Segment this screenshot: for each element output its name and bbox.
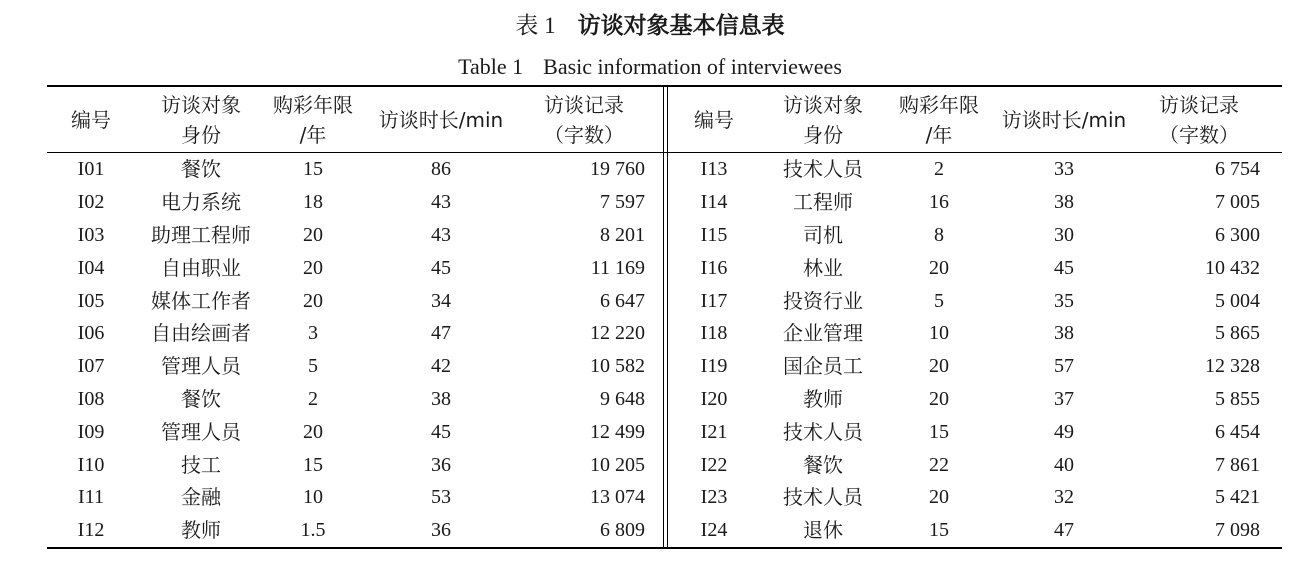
table-row: [670, 350, 1282, 383]
cell-words: 6 754: [1215, 158, 1260, 181]
cell-years: 20: [929, 355, 949, 378]
cell-duration: 45: [1054, 256, 1074, 279]
cell-role: 管理人员: [161, 354, 241, 379]
header-row: [47, 87, 663, 152]
cell-words: 7 005: [1215, 191, 1260, 214]
header-years: 购彩年限 /年: [273, 92, 353, 147]
cell-id: I01: [77, 158, 105, 181]
cell-role: 工程师: [793, 190, 853, 215]
table-row: [670, 153, 1282, 186]
table-row: [47, 153, 663, 186]
cell-years: 5: [308, 355, 318, 378]
cell-duration: 40: [1054, 453, 1074, 476]
cell-id: I10: [77, 453, 105, 476]
table-title-en: [0, 52, 1300, 82]
cell-id: I05: [77, 289, 105, 312]
cell-id: I14: [700, 191, 728, 214]
cell-role: 企业管理: [783, 321, 863, 346]
cell-id: I17: [700, 289, 728, 312]
header-row: [670, 87, 1282, 152]
cell-id: I21: [700, 420, 728, 443]
cell-id: I19: [700, 355, 728, 378]
cell-id: I04: [77, 256, 105, 279]
cell-duration: 86: [431, 158, 451, 181]
cell-duration: 38: [1054, 322, 1074, 345]
table-row: [47, 481, 663, 514]
cell-words: 19 760: [590, 158, 645, 181]
cell-duration: 47: [1054, 519, 1074, 542]
cell-role: 林业: [803, 255, 843, 280]
cell-role: 媒体工作者: [151, 288, 251, 313]
cell-words: 6 647: [600, 289, 645, 312]
cell-years: 2: [308, 387, 318, 410]
table-panel-left: [47, 85, 663, 549]
table-row: [47, 186, 663, 219]
header-role: 访谈对象 身份: [783, 92, 863, 147]
cell-years: 8: [934, 223, 944, 246]
cell-duration: 57: [1054, 355, 1074, 378]
cell-id: I06: [77, 322, 105, 345]
cell-years: 15: [929, 420, 949, 443]
table-row: [670, 284, 1282, 317]
cell-words: 10 582: [590, 355, 645, 378]
cell-id: I13: [700, 158, 728, 181]
cell-id: I22: [700, 453, 728, 476]
cell-duration: 53: [431, 486, 451, 509]
cell-duration: 49: [1054, 420, 1074, 443]
interviewee-table: [47, 85, 1282, 549]
cell-years: 22: [929, 453, 949, 476]
cell-duration: 36: [431, 453, 451, 476]
cell-duration: 43: [431, 223, 451, 246]
cell-role: 金融: [181, 485, 221, 510]
cell-words: 12 328: [1205, 355, 1260, 378]
cell-id: I09: [77, 420, 105, 443]
cell-years: 5: [934, 289, 944, 312]
table-row: [47, 448, 663, 481]
cell-years: 10: [929, 322, 949, 345]
table-row: [47, 317, 663, 350]
table-row: [670, 251, 1282, 284]
table-title-en-text: Basic information of interviewees: [543, 54, 842, 79]
table-row: [670, 219, 1282, 252]
table-body-right: [670, 153, 1282, 547]
cell-role: 技工: [181, 452, 221, 477]
table-row: [670, 415, 1282, 448]
table-panel-right: [670, 85, 1282, 549]
cell-years: 2: [934, 158, 944, 181]
cell-years: 20: [303, 289, 323, 312]
table-row: [670, 481, 1282, 514]
cell-words: 13 074: [590, 486, 645, 509]
cell-years: 20: [303, 420, 323, 443]
cell-role: 管理人员: [161, 419, 241, 444]
cell-duration: 35: [1054, 289, 1074, 312]
cell-duration: 38: [431, 387, 451, 410]
cell-years: 20: [929, 486, 949, 509]
cell-words: 8 201: [600, 223, 645, 246]
table-number-en: Table 1: [458, 54, 524, 79]
cell-duration: 34: [431, 289, 451, 312]
cell-duration: 36: [431, 519, 451, 542]
cell-years: 20: [929, 256, 949, 279]
cell-words: 12 220: [590, 322, 645, 345]
header-years: 购彩年限 /年: [899, 92, 979, 147]
cell-words: 7 861: [1215, 453, 1260, 476]
table-row: [670, 514, 1282, 547]
cell-duration: 47: [431, 322, 451, 345]
cell-words: 12 499: [590, 420, 645, 443]
cell-duration: 37: [1054, 387, 1074, 410]
table-row: [670, 186, 1282, 219]
cell-duration: 45: [431, 256, 451, 279]
cell-role: 教师: [803, 386, 843, 411]
cell-years: 15: [303, 158, 323, 181]
cell-role: 投资行业: [783, 288, 863, 313]
cell-words: 11 169: [590, 256, 645, 279]
cell-id: I12: [77, 519, 105, 542]
cell-words: 6 809: [600, 519, 645, 542]
cell-role: 自由职业: [161, 255, 241, 280]
header-words: 访谈记录 （字数）: [544, 92, 624, 147]
cell-id: I24: [700, 519, 728, 542]
cell-words: 7 597: [600, 191, 645, 214]
cell-duration: 32: [1054, 486, 1074, 509]
cell-years: 3: [308, 322, 318, 345]
cell-role: 助理工程师: [151, 222, 251, 247]
table-row: [47, 383, 663, 416]
table-row: [670, 317, 1282, 350]
cell-years: 20: [929, 387, 949, 410]
cell-role: 技术人员: [783, 485, 863, 510]
cell-years: 18: [303, 191, 323, 214]
cell-role: 退休: [803, 518, 843, 543]
cell-role: 自由绘画者: [151, 321, 251, 346]
cell-years: 10: [303, 486, 323, 509]
cell-role: 国企员工: [783, 354, 863, 379]
cell-role: 技术人员: [783, 157, 863, 182]
cell-duration: 42: [431, 355, 451, 378]
table-row: [47, 415, 663, 448]
cell-duration: 38: [1054, 191, 1074, 214]
cell-id: I20: [700, 387, 728, 410]
cell-role: 餐饮: [181, 386, 221, 411]
cell-duration: 30: [1054, 223, 1074, 246]
cell-words: 5 004: [1215, 289, 1260, 312]
table-number-cn: 表 1: [515, 13, 556, 38]
cell-role: 司机: [803, 222, 843, 247]
cell-id: I11: [78, 486, 104, 509]
table-row: [47, 514, 663, 547]
cell-role: 餐饮: [803, 452, 843, 477]
cell-id: I18: [700, 322, 728, 345]
cell-years: 1.5: [300, 519, 326, 542]
cell-duration: 43: [431, 191, 451, 214]
header-duration: 访谈时长/min: [378, 107, 504, 132]
cell-words: 10 432: [1205, 256, 1260, 279]
table-row: [47, 350, 663, 383]
cell-role: 餐饮: [181, 157, 221, 182]
cell-words: 5 865: [1215, 322, 1260, 345]
cell-years: 15: [303, 453, 323, 476]
cell-words: 6 454: [1215, 420, 1260, 443]
panel-divider-line: [667, 87, 668, 547]
cell-id: I07: [77, 355, 105, 378]
cell-words: 5 421: [1215, 486, 1260, 509]
cell-words: 6 300: [1215, 223, 1260, 246]
table-row: [47, 284, 663, 317]
panel-divider-line: [663, 87, 664, 547]
table-title-cn-text: 访谈对象基本信息表: [577, 13, 785, 39]
cell-id: I23: [700, 486, 728, 509]
cell-role: 电力系统: [161, 190, 241, 215]
cell-years: 20: [303, 256, 323, 279]
cell-words: 5 855: [1215, 387, 1260, 410]
cell-words: 7 098: [1215, 519, 1260, 542]
cell-id: I08: [77, 387, 105, 410]
table-row: [670, 383, 1282, 416]
header-id: 编号: [71, 107, 111, 132]
cell-id: I15: [700, 223, 728, 246]
cell-years: 16: [929, 191, 949, 214]
cell-duration: 33: [1054, 158, 1074, 181]
cell-role: 技术人员: [783, 419, 863, 444]
header-id: 编号: [694, 107, 734, 132]
cell-role: 教师: [181, 518, 221, 543]
header-duration: 访谈时长/min: [1001, 107, 1127, 132]
table-row: [47, 251, 663, 284]
cell-duration: 45: [431, 420, 451, 443]
cell-words: 9 648: [600, 387, 645, 410]
cell-id: I16: [700, 256, 728, 279]
header-words: 访谈记录 （字数）: [1159, 92, 1239, 147]
cell-years: 15: [929, 519, 949, 542]
table-row: [47, 219, 663, 252]
header-role: 访谈对象 身份: [161, 92, 241, 147]
cell-id: I03: [77, 223, 105, 246]
table-body-left: [47, 153, 663, 547]
table-title-cn: [0, 8, 1300, 44]
table-row: [670, 448, 1282, 481]
cell-id: I02: [77, 191, 105, 214]
cell-years: 20: [303, 223, 323, 246]
cell-words: 10 205: [590, 453, 645, 476]
